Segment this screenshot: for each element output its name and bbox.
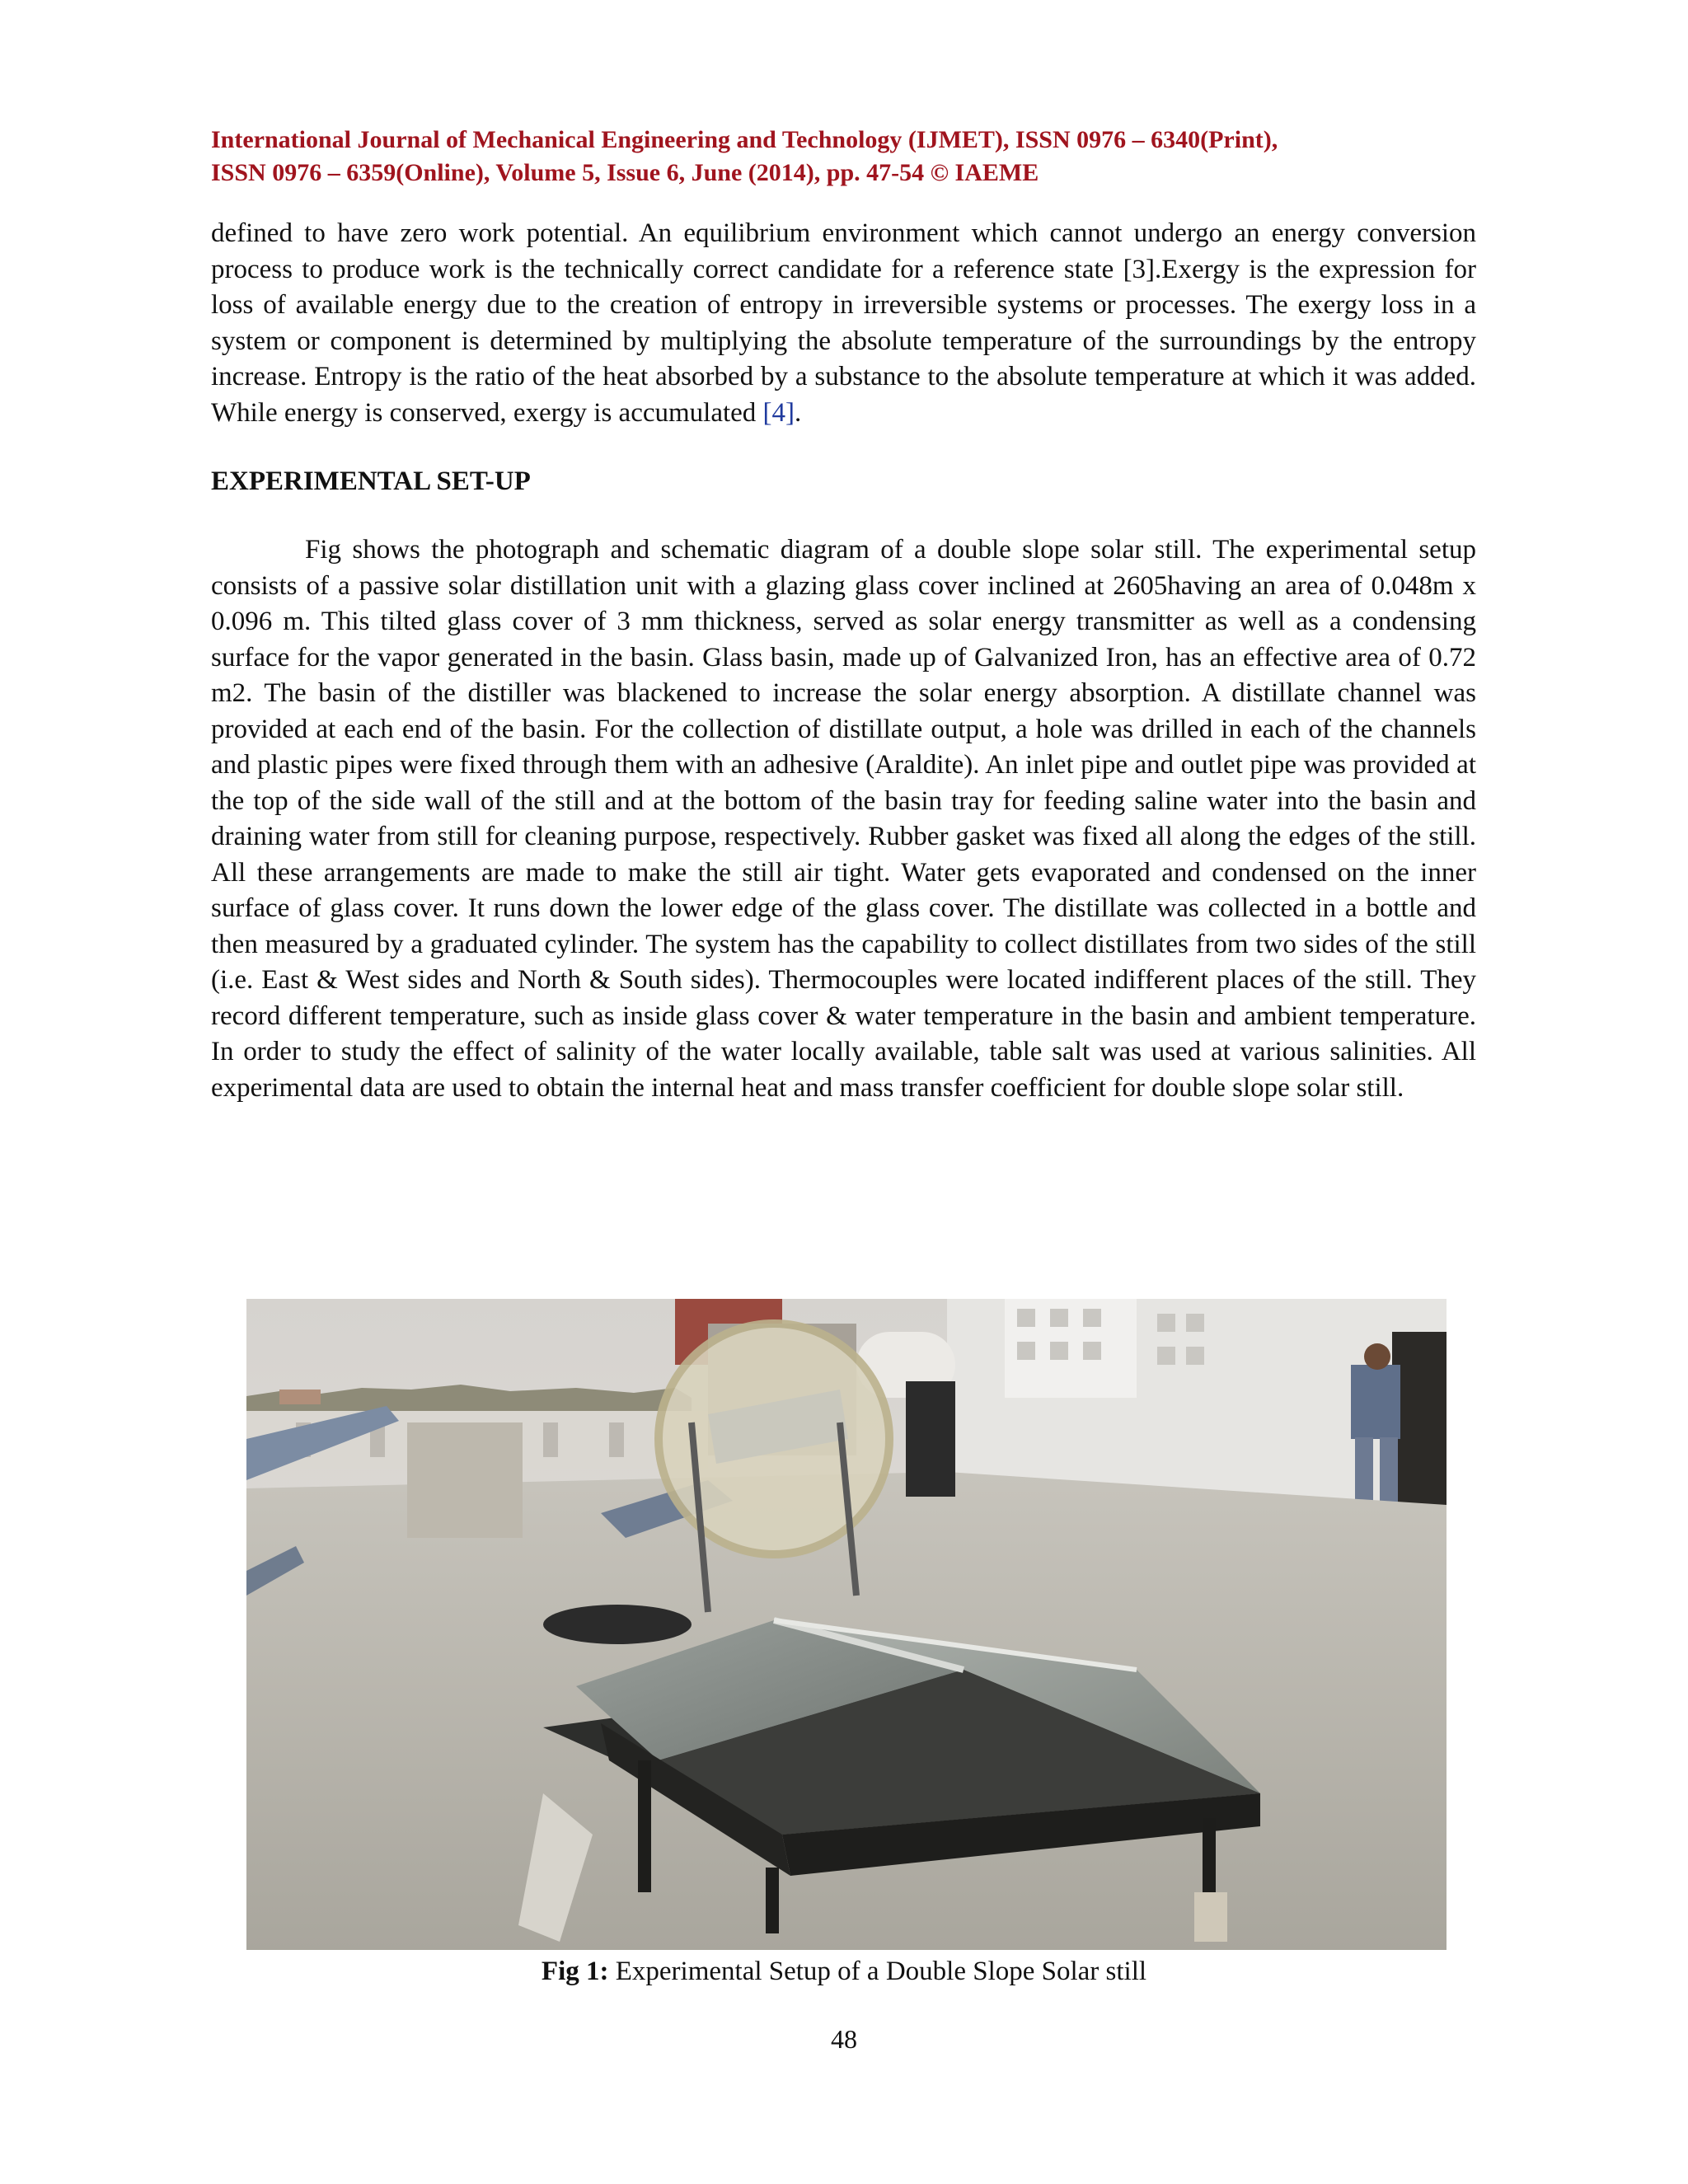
journal-header-line2: ISSN 0976 – 6359(Online), Volume 5, Issue 6, June (2014), pp. 47-54 © IAEME xyxy=(211,159,1039,186)
paragraph-setup xyxy=(211,532,1476,1106)
paragraph-exergy-end: . xyxy=(795,397,802,428)
figure-photo xyxy=(246,1299,1447,1950)
paragraph-setup-text: Fig shows the photograph and schematic diagram of a double slope solar still. The experimental setup consists of a passive solar distillation unit with a glazing glass cover inclined at 2605having an area of 0.048m x 0.096 m. This tilted glass cover of 3 mm thickness, served as solar energy transmitter as well as a condensing surface for the vapor generated in the basin. Glass basin, made up of Galvanized Iron, has an effective area of 0.72 m2. The basin of the distiller was blackened to increase the solar energy absorption. A distillate channel was provided at each end of the basin. For the collection of distillate output, a hole was drilled in each of the channels and plastic pipes were fixed through them with an adhesive (Araldite). An inlet pipe and outlet pipe was provided at the top of the side wall of the still and at the bottom of the basin tray for feeding saline water into the basin and draining water from still for cleaning purpose, respectively. Rubber gasket was fixed all along the edges of the still. All these arrangements are made to make the still air tight. Water gets evaporated and condensed on the inner surface of glass cover. It runs down the lower edge of the glass cover. The distillate was collected in a bottle and then measured by a graduated cylinder. The system has the capability to collect distillates from two sides of the still (i.e. East & West sides and North & South sides). Thermocouples were located indifferent places of the still. They record different temperature, such as inside glass cover & water temperature in the basin and ambient temperature. In order to study the effect of salinity of the water locally available, table salt was used at various salinities. All experimental data are used to obtain the internal heat and mass transfer coefficient for double slope solar still. xyxy=(211,535,1476,1103)
section-heading: EXPERIMENTAL SET-UP xyxy=(211,466,531,496)
page-content xyxy=(211,124,1476,1106)
journal-header-line1: International Journal of Mechanical Engineering and Technology (IJMET), ISSN 0976 – 6340(Print), xyxy=(211,126,1278,153)
paragraph-exergy xyxy=(211,216,1476,431)
citation-link[interactable]: [4] xyxy=(762,397,795,428)
paragraph-exergy-text: defined to have zero work potential. An equilibrium environment which cannot undergo an energy conversion process to produce work is the technically correct candidate for a reference state [3].Exergy is the expression for loss of available energy due to the creation of entropy in irreversible systems or processes. The exergy loss in a system or component is determined by multiplying the absolute temperature of the surroundings by the entropy increase. Entropy is the ratio of the heat absorbed by a substance to the absolute temperature at which it was added. While energy is conserved, exergy is accumulated xyxy=(211,218,1476,428)
journal-header xyxy=(211,124,1476,190)
figure-label: Fig 1: xyxy=(541,1957,609,1986)
figure-caption xyxy=(0,1955,1688,1988)
figure-caption-text: Experimental Setup of a Double Slope Solar still xyxy=(608,1957,1147,1986)
solar-still-photo xyxy=(246,1299,1447,1950)
page-number: 48 xyxy=(831,2024,857,2054)
